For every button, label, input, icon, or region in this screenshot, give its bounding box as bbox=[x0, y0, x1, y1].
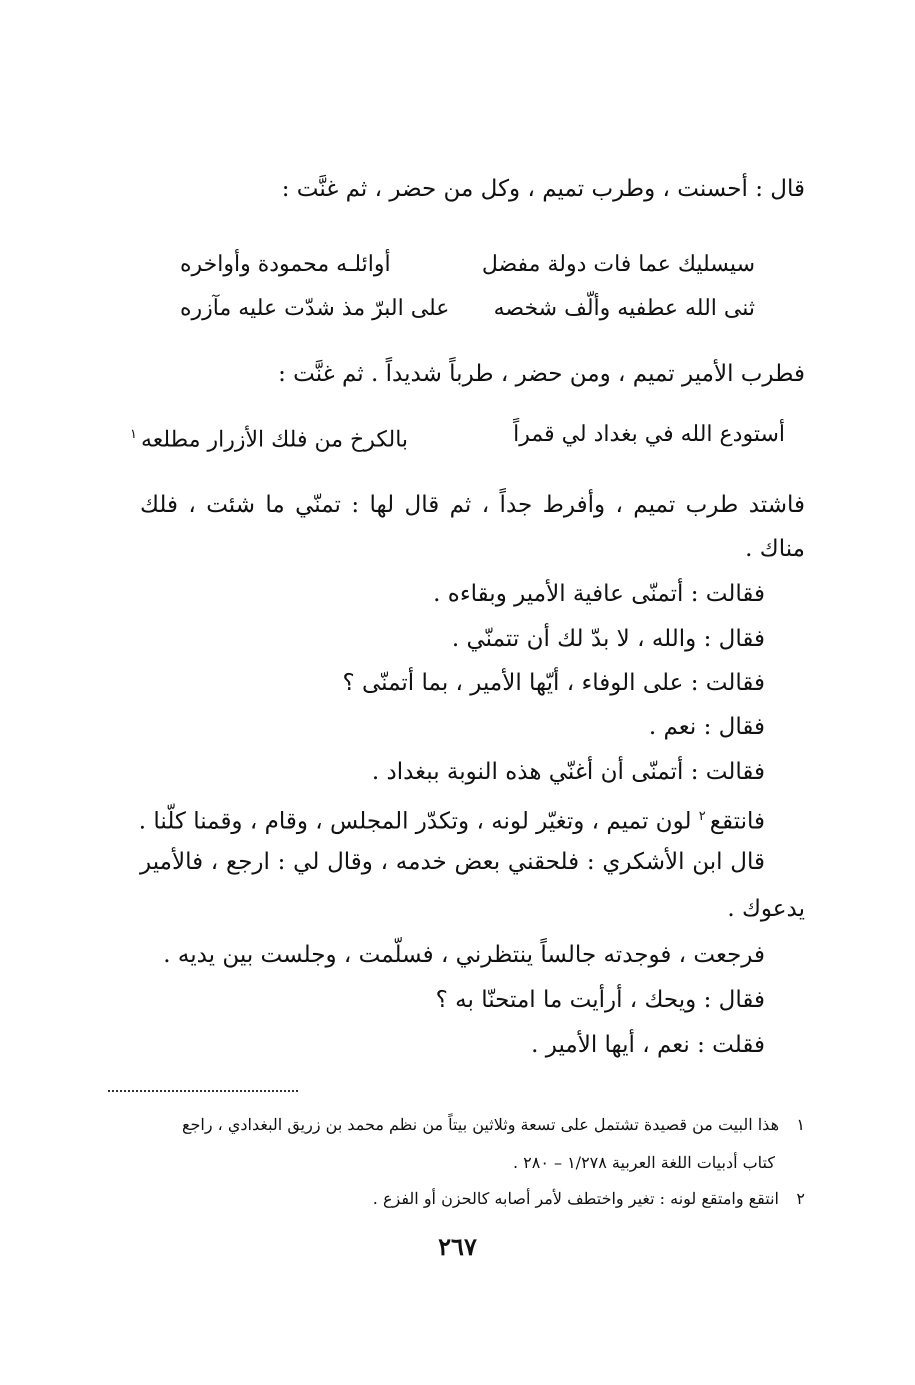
page-number: ٢٦٧ bbox=[438, 1232, 477, 1261]
text-line: فقالت : أتمنّى عافية الأمير وبقاءه . bbox=[433, 581, 765, 607]
text-line: فقلت : نعم ، أيها الأمير . bbox=[531, 1032, 765, 1058]
verse-second-hemistich bbox=[130, 418, 408, 457]
text-line: فقال : نعم . bbox=[648, 714, 765, 740]
footnote-separator bbox=[108, 1090, 298, 1092]
footnote-continuation: كتاب أدبيات اللغة العربية ١/٢٧٨ – ٢٨٠ . bbox=[512, 1153, 775, 1172]
verse-first-hemistich: أستودع الله في بغداد لي قمراً bbox=[513, 422, 785, 447]
text-line bbox=[130, 800, 765, 839]
footnote-text: انتقع وامتقع لونه : تغير واختطف لأمر أصابه كالحزن أو الفزع . bbox=[372, 1189, 779, 1208]
text-line: فاشتد طرب تميم ، وأفرط جداً ، ثم قال لها : تمنّي ما شئت ، فلك bbox=[140, 492, 805, 518]
footnote bbox=[125, 1186, 805, 1212]
text-line: مناك . bbox=[745, 536, 805, 562]
text-line: يدعوك . bbox=[727, 896, 805, 922]
footnote-text: هذا البيت من قصيدة تشتمل على تسعة وثلاثين بيتاً من نظم محمد بن زريق البغدادي ، راجع bbox=[181, 1115, 779, 1134]
verse-second-hemistich: أوائلـه محمودة وأواخره bbox=[180, 252, 391, 277]
poem-verse bbox=[130, 418, 785, 457]
footnote-marker: ٢ bbox=[698, 809, 706, 824]
poem-verse bbox=[180, 292, 755, 326]
poem-verse bbox=[180, 248, 755, 282]
text-segment: لون تميم ، وتغيّر لونه ، وتكدّر المجلس ، وقام ، وقمنا كلّنا . bbox=[138, 808, 692, 835]
text-line: فرجعت ، فوجدته جالساً ينتظرني ، فسلّمت ، وجلست بين يديه . bbox=[163, 942, 765, 968]
text-segment: فانتقع bbox=[709, 808, 765, 835]
text-line: قال ابن الأشكري : فلحقني بعض خدمه ، وقال لي : ارجع ، فالأمير bbox=[140, 849, 765, 875]
verse-first-hemistich: سيسليك عما فات دولة مفضل bbox=[481, 252, 755, 277]
text-line: فطرب الأمير تميم ، ومن حضر ، طرباً شديداً . ثم غنَّت : bbox=[278, 361, 805, 387]
text-line: فقالت : أتمنّى أن أغنّي هذه النوبة ببغداد . bbox=[371, 759, 765, 785]
footnote bbox=[125, 1112, 805, 1138]
footnote-number: ١ bbox=[796, 1115, 805, 1134]
text-line: فقال : والله ، لا بدّ لك أن تتمنّي . bbox=[451, 626, 765, 652]
verse-second-hemistich: على البرّ مذ شدّت عليه مآزره bbox=[180, 296, 450, 321]
footnote-marker: ١ bbox=[130, 427, 137, 442]
verse-first-hemistich: ثنى الله عطفيه وألّف شخصه bbox=[493, 296, 755, 321]
text-line: فقالت : على الوفاء ، أيّها الأمير ، بما أتمنّى ؟ bbox=[342, 670, 765, 696]
text-line: فقال : ويحك ، أرأيت ما امتحنّا به ؟ bbox=[435, 987, 765, 1013]
verse-second-hemistich-text: بالكرخ من فلك الأزرار مطلعه bbox=[140, 427, 409, 453]
footnote-number: ٢ bbox=[796, 1189, 805, 1208]
text-line: قال : أحسنت ، وطرب تميم ، وكل من حضر ، ثم غنَّت : bbox=[281, 176, 805, 202]
